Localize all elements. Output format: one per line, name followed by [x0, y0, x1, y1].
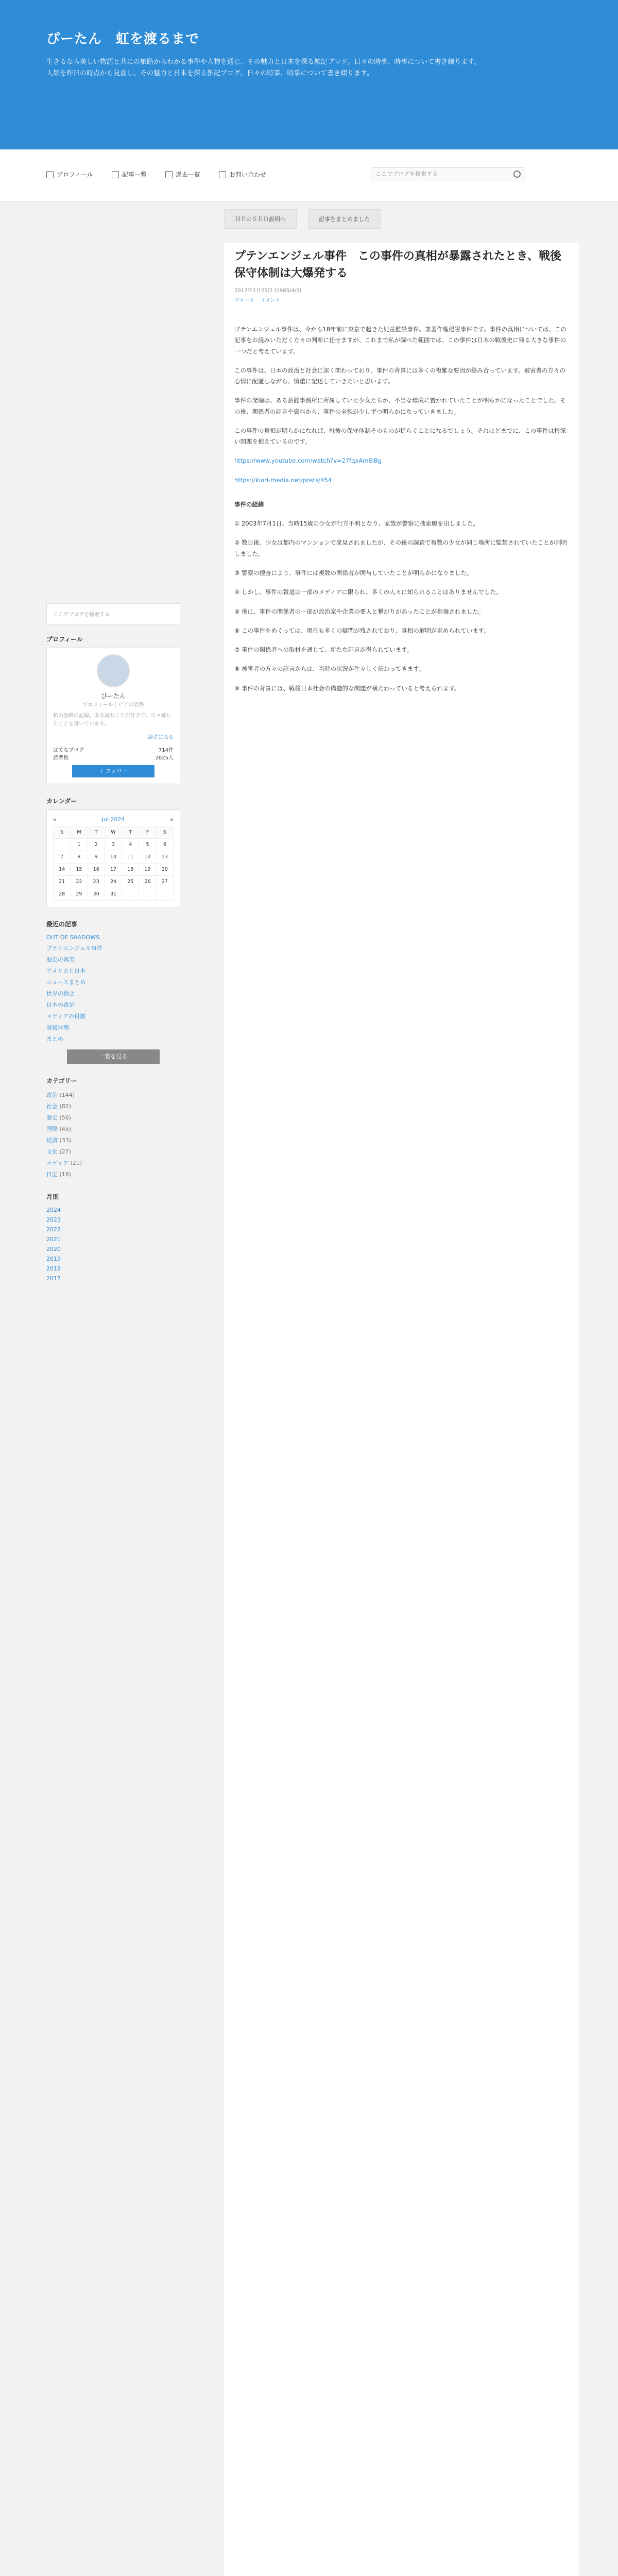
- category-name: 歴史: [46, 1114, 58, 1121]
- calendar-day[interactable]: 6: [156, 839, 173, 851]
- nav-item-archive[interactable]: [165, 170, 200, 179]
- category-count: (18): [59, 1171, 72, 1178]
- sidebar: [46, 603, 180, 1283]
- category-name: メディア: [46, 1160, 69, 1166]
- calendar-day[interactable]: 10: [105, 851, 122, 863]
- event-item: ④ しかし、事件の報道は一部のメディアに限られ、多くの人々に知られることはありませんでした。: [234, 588, 502, 596]
- recent-post-link[interactable]: 日本の政治: [46, 1002, 75, 1008]
- reader-count: 2025人: [155, 755, 174, 761]
- post-title[interactable]: プテンエンジェル事件 この事件の真相が暴露されたとき、戦後保守体制は大爆発する: [234, 250, 562, 280]
- event-item: ① 2003年7月1日、当時15歳の少女が行方不明となり、家族が警察に捜索願を出しました。: [234, 520, 479, 528]
- event-item: ③ 警察の捜査により、事件には複数の関係者が関与していたことが明らかになりました。: [234, 569, 473, 577]
- nav-label: 過去一覧: [175, 171, 200, 178]
- recent-posts-title: 最近の記事: [46, 921, 78, 928]
- category-name: 政治: [46, 1092, 58, 1098]
- calendar-day[interactable]: 15: [71, 863, 88, 876]
- calendar-day[interactable]: 1: [71, 839, 88, 851]
- calendar-day[interactable]: 14: [54, 863, 71, 876]
- post-share-links[interactable]: ツイート コメント: [234, 298, 281, 303]
- section-title: 事件の経緯: [234, 500, 264, 508]
- view-all-button[interactable]: 一覧を見る: [67, 1049, 160, 1064]
- post-paragraph: この事件は、日本の政治と社会に深く関わっており、事件の背景には多くの複雑な要因が絡み合っています。被害者の方々の心情に配慮しながら、慎重に記述していきたいと思います。: [234, 366, 565, 385]
- quick-link-summary[interactable]: 記事をまとめました: [308, 209, 381, 229]
- calendar-day[interactable]: 30: [88, 888, 105, 901]
- archive-icon: [165, 171, 173, 178]
- calendar-day[interactable]: 18: [122, 863, 139, 876]
- quick-links: [224, 209, 381, 229]
- global-nav: [0, 149, 618, 201]
- nav-item-profile[interactable]: [46, 170, 93, 179]
- header-search-input[interactable]: [371, 167, 525, 180]
- calendar: [46, 809, 180, 907]
- category-name: 国際: [46, 1126, 58, 1132]
- post-date: 2017年2月25日 (1985/4/5): [234, 288, 302, 294]
- calendar-day[interactable]: 4: [122, 839, 139, 851]
- category-count: (56): [59, 1114, 72, 1121]
- recent-post-link[interactable]: 世界の動き: [46, 990, 75, 997]
- nav-label: お問い合わせ: [229, 171, 266, 178]
- recent-post-link[interactable]: OUT OF SHADOWS: [46, 934, 100, 941]
- post-paragraph: 事件の発端は、ある芸能事務所に所属していた少女たちが、不当な環境に置かれていたことが明らかになったことでした。その後、関係者の証言や資料から、事件の全貌が少しずつ明らかになっていきました。: [234, 397, 566, 415]
- calendar-table: [53, 826, 174, 901]
- site-description-line-1: 生きるなら美しい物語と共にの旅路からわかる事件や人物を通じ、その魅力と日本を探る雑記ブログ。日々の時事、時事について書き綴ります。: [46, 58, 481, 66]
- calendar-day[interactable]: 12: [139, 851, 156, 863]
- nav-label: 記事一覧: [122, 171, 147, 178]
- user-icon: [46, 171, 54, 178]
- recent-post-link[interactable]: 歴史の真実: [46, 956, 75, 963]
- calendar-day[interactable]: 22: [71, 876, 88, 888]
- category-item[interactable]: [46, 1123, 180, 1134]
- calendar-day[interactable]: 24: [105, 876, 122, 888]
- profile-title: プロフィール: [46, 636, 83, 643]
- category-item[interactable]: [46, 1100, 180, 1112]
- category-item[interactable]: [46, 1168, 180, 1180]
- calendar-header: [53, 816, 174, 823]
- calendar-day[interactable]: [54, 839, 71, 851]
- calendar-title: カレンダー: [46, 798, 77, 805]
- event-item: ② 数日後、少女は都内のマンションで発見されましたが、その後の調査で複数の少女が同じ場所に監禁されていたことが判明しました。: [234, 539, 567, 557]
- reader-label: 読者数: [53, 755, 68, 761]
- site-header: [0, 0, 618, 149]
- recent-post-link[interactable]: アメリカと日本: [46, 968, 86, 974]
- recent-post-link[interactable]: プテンエンジェル事件: [46, 945, 102, 952]
- stats-row: [53, 745, 174, 753]
- post-paragraph: この事件の真相が明らかになれば、戦後の保守体制そのものが揺らぐことになるでしょう。それほどまでに、この事件は根深い問題を抱えているのです。: [234, 427, 566, 446]
- category-count: (27): [59, 1148, 72, 1155]
- category-count: (21): [70, 1160, 82, 1166]
- search-icon[interactable]: [513, 171, 521, 178]
- calendar-day-header: M: [71, 826, 88, 839]
- calendar-day[interactable]: 23: [88, 876, 105, 888]
- calendar-day[interactable]: 9: [88, 851, 105, 863]
- calendar-day-header: S: [54, 826, 71, 839]
- article: [224, 243, 579, 702]
- calendar-day-header: T: [122, 826, 139, 839]
- archive-year-link[interactable]: 2018: [46, 1265, 61, 1272]
- calendar-prev-button[interactable]: «: [53, 816, 57, 823]
- header-search-placeholder: ここでブログを検索する: [375, 171, 438, 177]
- calendar-day[interactable]: [156, 888, 173, 901]
- category-count: (82): [59, 1103, 72, 1110]
- recent-post-link[interactable]: ニュースまとめ: [46, 979, 86, 986]
- avatar: [97, 654, 130, 687]
- profile-description: 私の旅路の記録。本を読むことが好きで、日々感じたことを書いています。: [53, 713, 171, 727]
- event-item: ⑧ 被害者の方々の証言からは、当時の状況が生々しく伝わってきます。: [234, 665, 425, 673]
- category-item[interactable]: [46, 1089, 180, 1100]
- calendar-day[interactable]: [139, 888, 156, 901]
- mail-icon: [219, 171, 226, 178]
- calendar-day[interactable]: 27: [156, 876, 173, 888]
- event-item: ⑥ この事件をめぐっては、現在も多くの疑問が残されており、真相の解明が求められています。: [234, 626, 490, 634]
- profile-name[interactable]: ぴーたん: [100, 692, 126, 700]
- youtube-link[interactable]: https://www.youtube.com/watch?v=27fqxAm8lBg: [234, 457, 382, 465]
- archive-title: 月別: [46, 1193, 59, 1200]
- category-item[interactable]: [46, 1157, 180, 1168]
- recent-posts-list: [46, 933, 180, 1044]
- sidebar-search[interactable]: [46, 603, 180, 624]
- site-description-line-2: 人類を昨日の時点から見直し、その魅力と日本を探る雑記ブログ。日々の時事、時事について書き綴ります。: [46, 70, 374, 78]
- category-item[interactable]: [46, 1134, 180, 1146]
- category-name: 社会: [46, 1103, 58, 1110]
- calendar-day[interactable]: 13: [156, 851, 173, 863]
- nav-item-articles[interactable]: [112, 170, 147, 179]
- calendar-day-header: T: [88, 826, 105, 839]
- sidebar-search-placeholder: ここでブログを検索する: [53, 612, 110, 618]
- archive-year-link[interactable]: 2020: [46, 1246, 61, 1252]
- calendar-day[interactable]: 7: [54, 851, 71, 863]
- recent-post-link[interactable]: まとめ: [46, 1036, 63, 1042]
- category-count: (144): [59, 1092, 75, 1098]
- calendar-day-header: S: [156, 826, 173, 839]
- calendar-day[interactable]: 2: [88, 839, 105, 851]
- calendar-day[interactable]: 19: [139, 863, 156, 876]
- calendar-day[interactable]: 11: [122, 851, 139, 863]
- event-item: ⑨ 事件の背景には、戦後日本社会の構造的な問題が横たわっていると考えられます。: [234, 684, 460, 692]
- site-description: [46, 57, 510, 79]
- category-title: カテゴリー: [46, 1077, 77, 1084]
- feed-count: 714件: [158, 748, 174, 753]
- kiori-link[interactable]: https://kiori-media.net/posts/454: [234, 476, 332, 484]
- calendar-day[interactable]: [122, 888, 139, 901]
- archive-list: [46, 1205, 180, 1283]
- calendar-day[interactable]: 8: [71, 851, 88, 863]
- calendar-day[interactable]: 25: [122, 876, 139, 888]
- calendar-day[interactable]: 28: [54, 888, 71, 901]
- post-paragraph: プテンエンジェル事件は、今から18年前に東京で起きた児童監禁事件、兼著作権侵害事件です。事件の真相については、この記事をお読みいただく方々の判断に任せますが、これまで私が調べた範囲では、この事件は日本の戦後史に残る大きな事件の一つだと考えています。: [234, 326, 566, 355]
- article-column: [224, 243, 579, 2576]
- calendar-day[interactable]: 17: [105, 863, 122, 876]
- archive-year-link[interactable]: 2019: [46, 1256, 61, 1262]
- category-name: 文化: [46, 1148, 58, 1155]
- calendar-day-header: W: [105, 826, 122, 839]
- recent-post-link[interactable]: メディアの役割: [46, 1013, 86, 1020]
- calendar-month: Jul 2024: [101, 816, 125, 823]
- calendar-day[interactable]: 5: [139, 839, 156, 851]
- calendar-day[interactable]: 21: [54, 876, 71, 888]
- readers-row: [53, 753, 174, 761]
- follow-button[interactable]: + フォロー: [72, 765, 154, 777]
- calendar-next-button[interactable]: »: [170, 816, 174, 823]
- quick-link-seo[interactable]: ＨＰのＳＥＯ説明へ: [224, 209, 297, 229]
- category-count: (45): [59, 1126, 72, 1132]
- archive-year-link[interactable]: 2024: [46, 1207, 61, 1213]
- category-count: (33): [59, 1137, 72, 1144]
- profile-card: [46, 648, 180, 784]
- nav-label: プロフィール: [57, 171, 93, 178]
- feed-label: はてなブログ: [53, 748, 84, 753]
- archive-year-link[interactable]: 2017: [46, 1275, 61, 1282]
- recent-post-link[interactable]: 戦後体制: [46, 1024, 69, 1031]
- calendar-day[interactable]: 3: [105, 839, 122, 851]
- category-name: 日記: [46, 1171, 58, 1178]
- category-list: [46, 1089, 180, 1180]
- archive-year-link[interactable]: 2022: [46, 1226, 61, 1233]
- nav-item-contact[interactable]: [219, 170, 266, 179]
- calendar-day[interactable]: 26: [139, 876, 156, 888]
- calendar-day[interactable]: 29: [71, 888, 88, 901]
- calendar-day[interactable]: 16: [88, 863, 105, 876]
- archive-year-link[interactable]: 2021: [46, 1236, 61, 1243]
- archive-year-link[interactable]: 2023: [46, 1216, 61, 1223]
- event-item: ⑤ 後に、事件の関係者の一部が政治家や企業の要人と繋がりがあったことが指摘されました。: [234, 607, 485, 615]
- list-icon: [112, 171, 119, 178]
- category-item[interactable]: [46, 1146, 180, 1157]
- site-title[interactable]: ぴーたん 虹を渡るまで: [46, 31, 200, 47]
- post-body: [234, 324, 569, 694]
- calendar-day[interactable]: 20: [156, 863, 173, 876]
- calendar-day[interactable]: 31: [105, 888, 122, 901]
- event-item: ⑦ 事件の関係者への取材を通じて、新たな証言が得られています。: [234, 646, 413, 654]
- reader-link[interactable]: 読者になる: [148, 735, 174, 740]
- calendar-day-header: F: [139, 826, 156, 839]
- category-name: 経済: [46, 1137, 58, 1144]
- category-item[interactable]: [46, 1112, 180, 1123]
- profile-subtitle: プロフィール｜ピアの姿勢: [82, 702, 144, 708]
